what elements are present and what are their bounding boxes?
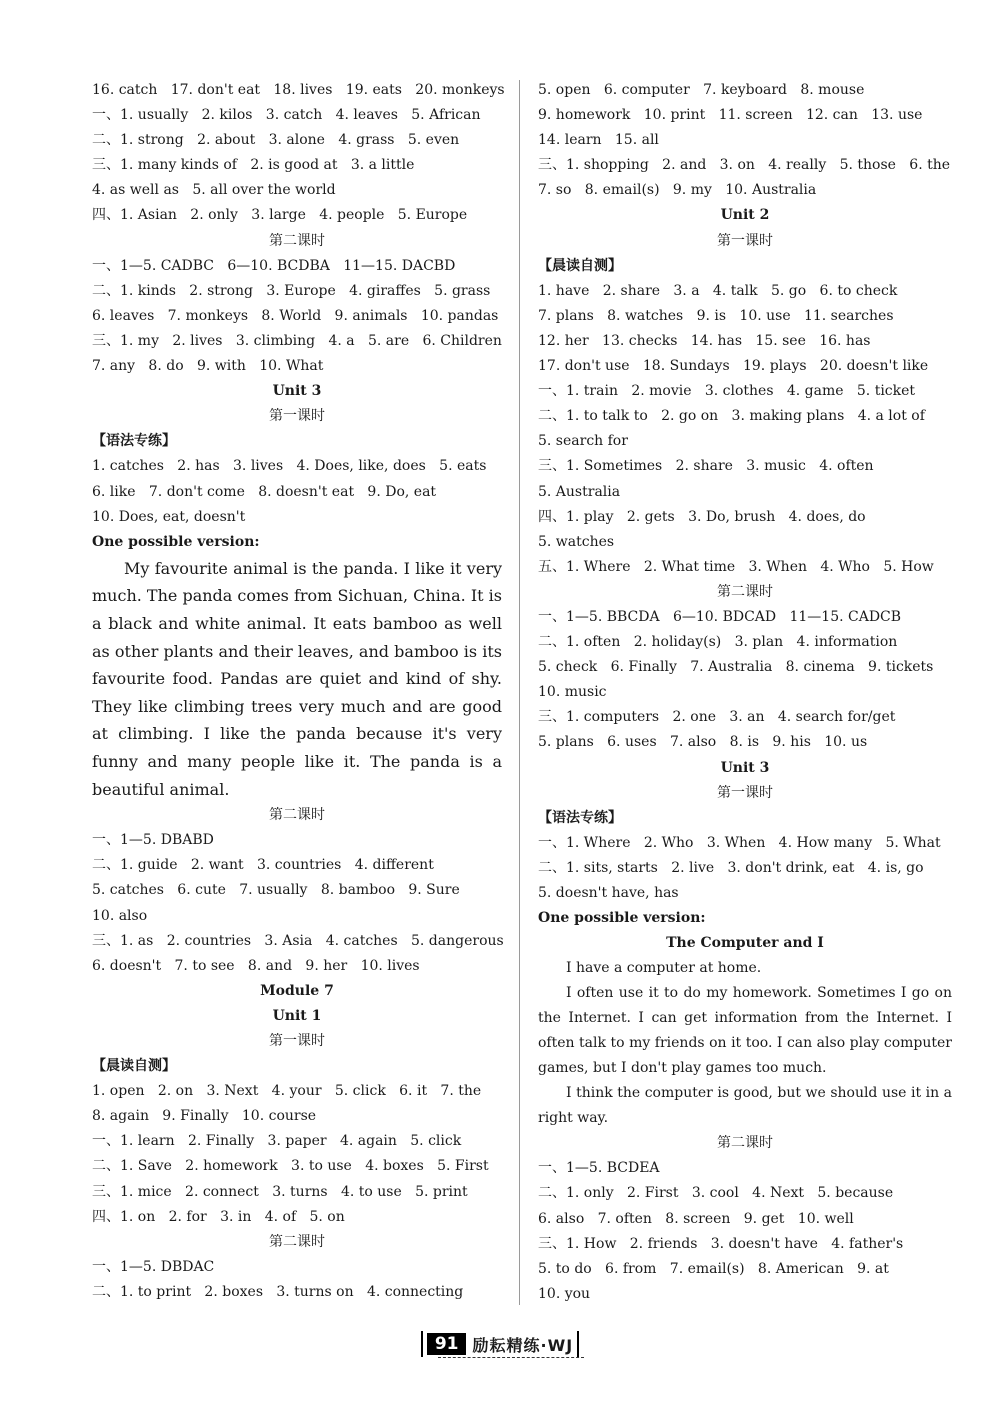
answer-line: 一、1—5. DBABD: [92, 832, 214, 849]
answer-line: 5. search for: [538, 433, 628, 450]
answer-line: 10. also: [92, 907, 148, 924]
answer-line: 三、1. How 2. friends 3. doesn't have 4. father's: [538, 1235, 904, 1252]
answer-line: 14. learn 15. all: [538, 132, 659, 149]
answer-line: 三、1. mice 2. connect 3. turns 4. to use 5. print: [92, 1183, 468, 1200]
answer-line: 7. so 8. email(s) 9. my 10. Australia: [538, 182, 817, 199]
section-heading: 第一课时: [269, 408, 325, 425]
answer-line: 1. catches 2. has 3. lives 4. Does, like, does 5. eats: [92, 458, 487, 475]
answer-line: 二、1. only 2. First 3. cool 4. Next 5. because: [538, 1185, 894, 1202]
right-column: [538, 78, 952, 1307]
answer-line: 7. any 8. do 9. with 10. What: [92, 358, 324, 375]
footer-bar-left: [421, 1331, 423, 1357]
section-heading: 第一课时: [717, 784, 773, 801]
section-heading: 第二课时: [717, 583, 773, 600]
answer-line: 7. plans 8. watches 9. is 10. use 11. searches: [538, 307, 894, 324]
answer-line: 一、1. usually 2. kilos 3. catch 4. leaves 5. African: [92, 107, 481, 124]
answer-line: 五、1. Where 2. What time 3. When 4. Who 5. How: [538, 558, 934, 575]
answer-line: 二、1. kinds 2. strong 3. Europe 4. giraffes 5. grass: [92, 282, 491, 299]
answer-line: 一、1—5. DBDAC: [92, 1258, 215, 1275]
answer-line: 【语法专练】: [538, 809, 622, 826]
section-heading: 第二课时: [269, 232, 325, 249]
section-heading: 第二课时: [717, 1135, 773, 1152]
footer-rule: [438, 1357, 584, 1358]
answer-line: 四、1. play 2. gets 3. Do, brush 4. does, do: [538, 508, 866, 525]
answer-line: 5. watches: [538, 533, 615, 550]
answer-paragraph: I often use it to do my homework. Sometimes I go on the Internet. I can get information from the Internet. I often talk to my friends on it too. I can also play computer games, but I don't play games too much.: [538, 985, 952, 1077]
answer-line: 5. catches 6. cute 7. usually 8. bamboo 9. Sure: [92, 882, 460, 899]
answer-line: 三、1. many kinds of 2. is good at 3. a little: [92, 157, 415, 174]
answer-line: 5. open 6. computer 7. keyboard 8. mouse: [538, 82, 865, 98]
answer-line: 二、1. Save 2. homework 3. to use 4. boxes 5. First: [92, 1158, 489, 1175]
answer-line: 三、1. Sometimes 2. share 3. music 4. often: [538, 458, 874, 475]
answer-line: 二、1. to print 2. boxes 3. turns on 4. connecting: [92, 1283, 464, 1300]
answer-line: 四、1. on 2. for 3. in 4. of 5. on: [92, 1208, 345, 1225]
section-heading: Unit 2: [720, 207, 770, 224]
answer-paragraph: My favourite animal is the panda. I like it very much. The panda comes from Sichuan, China. It is a black and white animal. It eats bamboo as well as other plants and their leaves, and bamboo is its favourite food. Pandas are quiet and kind of shy. They like climbing trees very much and are good at climbing. I like the panda because it's very funny and many people like it. The panda is a beautiful animal.: [92, 558, 502, 799]
answer-line: 一、1—5. CADBC 6—10. BCDBA 11—15. DACBD: [92, 257, 456, 274]
answer-line: 5. doesn't have, has: [538, 885, 679, 901]
section-heading: The Computer and I: [666, 935, 824, 952]
answer-line: 6. leaves 7. monkeys 8. World 9. animals 10. pandas: [92, 307, 499, 324]
answer-line: 16. catch 17. don't eat 18. lives 19. eats 20. monkeys: [92, 82, 505, 98]
answer-line: 8. again 9. Finally 10. course: [92, 1108, 317, 1125]
answer-line: 5. plans 6. uses 7. also 8. is 9. his 10. us: [538, 734, 868, 751]
answer-line: 17. don't use 18. Sundays 19. plays 20. doesn't like: [538, 358, 929, 375]
section-heading: 第一课时: [269, 1032, 325, 1049]
answer-line: 三、1. my 2. lives 3. climbing 4. a 5. are 6. Children: [92, 332, 502, 349]
section-heading: 第二课时: [269, 1233, 325, 1250]
answer-line: 二、1. sits, starts 2. live 3. don't drink, eat 4. is, go: [538, 859, 924, 876]
answer-line: 二、1. often 2. holiday(s) 3. plan 4. information: [538, 634, 898, 651]
footer-brand: 励耘精练·WJ: [472, 1335, 574, 1355]
answer-line: 【晨读自测】: [538, 257, 622, 274]
answer-line: 12. her 13. checks 14. has 15. see 16. has: [538, 332, 871, 349]
page-number: 91: [427, 1333, 467, 1355]
answer-line: 6. like 7. don't come 8. doesn't eat 9. Do, eat: [92, 483, 437, 500]
answer-line: One possible version:: [538, 910, 706, 927]
answer-line: 6. also 7. often 8. screen 9. get 10. well: [538, 1210, 854, 1227]
answer-line: 二、1. guide 2. want 3. countries 4. different: [92, 857, 434, 874]
answer-line: 5. check 6. Finally 7. Australia 8. cinema 9. tickets: [538, 659, 934, 676]
answer-line: 5. to do 6. from 7. email(s) 8. American 9. at: [538, 1260, 889, 1277]
section-heading: Unit 1: [272, 1007, 322, 1024]
left-column: [92, 78, 505, 1305]
answer-line: One possible version:: [92, 533, 260, 550]
answer-line: 9. homework 10. print 11. screen 12. can 13. use: [538, 107, 923, 124]
answer-line: 10. you: [538, 1285, 591, 1302]
answer-line: 三、1. shopping 2. and 3. on 4. really 5. those 6. the: [538, 157, 951, 174]
answer-line: 6. doesn't 7. to see 8. and 9. her 10. lives: [92, 957, 420, 974]
answer-line: 10. music: [538, 684, 607, 701]
answer-line: 10. Does, eat, doesn't: [92, 508, 246, 525]
section-heading: 第一课时: [717, 232, 773, 249]
answer-line: 4. as well as 5. all over the world: [92, 182, 336, 199]
answer-line: 一、1—5. BBCDA 6—10. BDCAD 11—15. CADCB: [538, 608, 902, 625]
answer-line: 三、1. as 2. countries 3. Asia 4. catches 5. dangerous: [92, 932, 504, 949]
column-divider: [519, 80, 520, 1305]
answer-line: 1. have 2. share 3. a 4. talk 5. go 6. to check: [538, 282, 898, 299]
answer-line: 1. open 2. on 3. Next 4. your 5. click 6. it 7. the: [92, 1083, 482, 1100]
section-heading: 第二课时: [269, 807, 325, 824]
footer-bar-right: [577, 1331, 579, 1357]
answer-line: 四、1. Asian 2. only 3. large 4. people 5. Europe: [92, 207, 468, 224]
answer-paragraph: I have a computer at home.: [566, 960, 762, 977]
page-footer: [0, 1324, 1000, 1364]
section-heading: Unit 3: [272, 383, 322, 400]
answer-paragraph: I think the computer is good, but we should use it in a right way.: [538, 1085, 952, 1127]
section-heading: Module 7: [260, 982, 334, 999]
answer-line: 一、1. train 2. movie 3. clothes 4. game 5. ticket: [538, 383, 916, 400]
answer-line: 二、1. to talk to 2. go on 3. making plans 4. a lot of: [538, 408, 925, 425]
answer-line: 二、1. strong 2. about 3. alone 4. grass 5. even: [92, 132, 460, 149]
answer-line: 【语法专练】: [92, 433, 176, 450]
answer-line: 一、1. learn 2. Finally 3. paper 4. again 5. click: [92, 1133, 462, 1150]
section-heading: Unit 3: [720, 759, 770, 776]
answer-line: 一、1. Where 2. Who 3. When 4. How many 5. What: [538, 834, 941, 851]
answer-line: 【晨读自测】: [92, 1058, 176, 1075]
answer-line: 一、1—5. BCDEA: [538, 1160, 660, 1177]
answer-line: 5. Australia: [538, 483, 621, 500]
answer-line: 三、1. computers 2. one 3. an 4. search for/get: [538, 709, 896, 726]
